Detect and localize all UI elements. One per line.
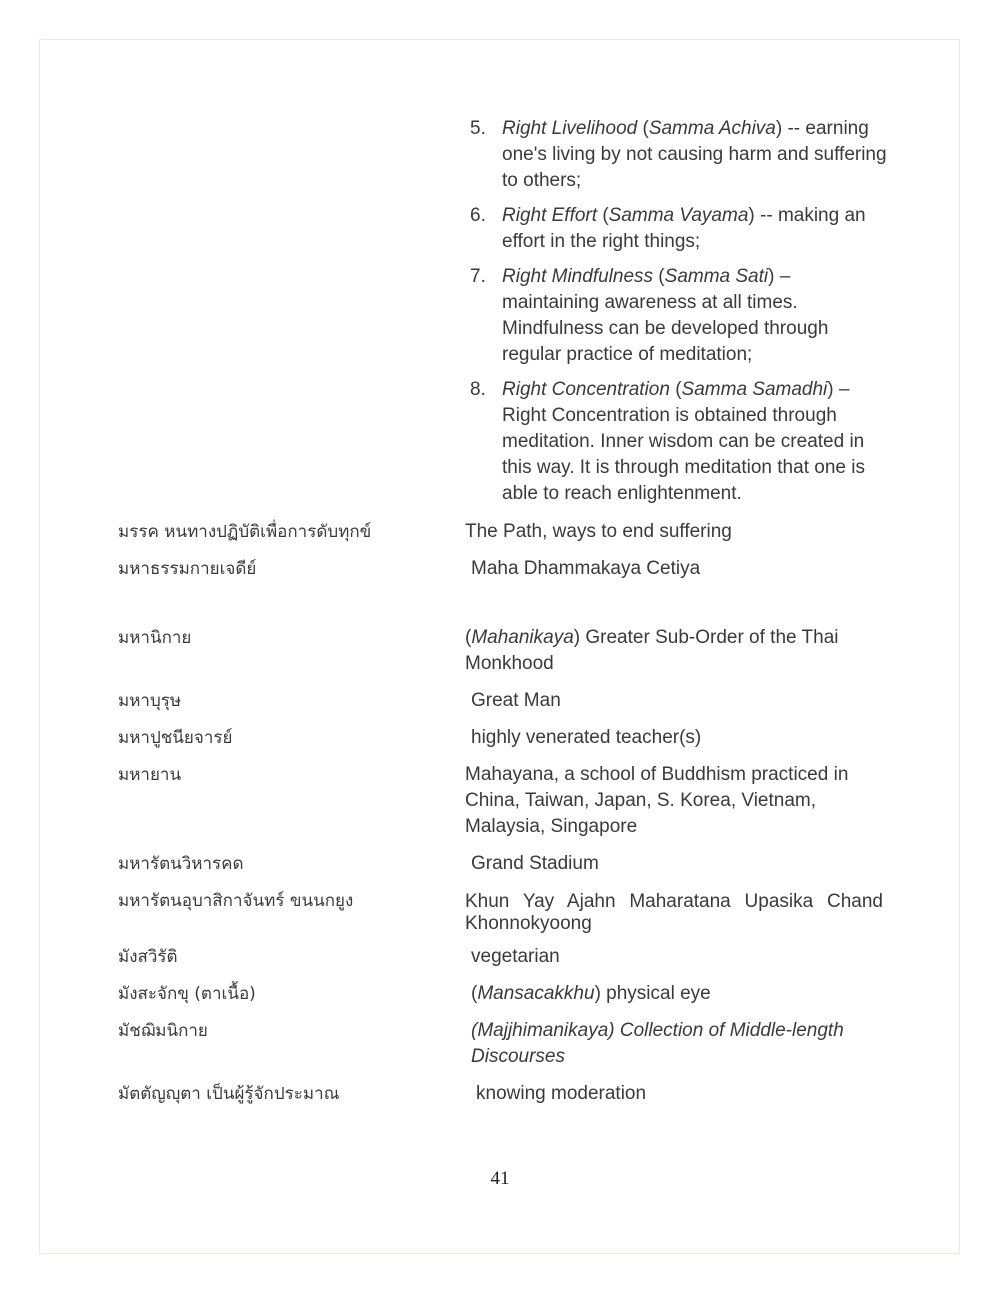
thai-term: มหาบุรุษ bbox=[118, 691, 182, 711]
thai-term: มหานิกาย bbox=[118, 628, 192, 648]
english-definition: vegetarian bbox=[471, 946, 560, 967]
english-definition: knowing moderation bbox=[476, 1083, 647, 1104]
list-item: 5. Right Livelihood (Samma Achiva) -- earning one's living by not causing harm and suffering to others; bbox=[470, 118, 887, 191]
pali-term: Samma Sati bbox=[664, 266, 769, 287]
english-definition: The Path, ways to end suffering bbox=[465, 521, 732, 542]
path-description: – maintaining awareness at all times. Mindfulness can be developed through regular practice of meditation; bbox=[502, 266, 829, 365]
english-definition: (Mahanikaya) Greater Sub-Order of the Thai Monkhood bbox=[465, 627, 839, 674]
english-definition: Khun Yay Ajahn Maharatana Upasika Chand Khonnokyoong bbox=[465, 891, 883, 934]
path-term: Right Effort bbox=[502, 205, 598, 226]
list-number: 7. bbox=[470, 266, 486, 287]
thai-term: มังสะจักขุ (ตาเนื้อ) bbox=[118, 984, 256, 1004]
thai-term: มรรค หนทางปฏิบัติเพื่อการดับทุกข์ bbox=[118, 522, 372, 542]
path-description: -- making an effort in the right things; bbox=[502, 205, 866, 252]
english-definition: Mahayana, a school of Buddhism practiced in China, Taiwan, Japan, S. Korea, Vietnam, Malaysia, Singapore bbox=[465, 764, 849, 837]
pali-term: Samma Vayama bbox=[608, 205, 749, 226]
pali-term: Mansacakkhu bbox=[477, 983, 595, 1004]
thai-term: มัตตัญญุตา เป็นผู้รู้จักประมาณ bbox=[118, 1084, 340, 1104]
english-definition: (Majjhimanikaya) Collection of Middle-length Discourses bbox=[471, 1020, 844, 1067]
thai-term: มังสวิรัติ bbox=[118, 947, 178, 967]
path-term: Right Mindfulness bbox=[502, 266, 654, 287]
english-definition: Great Man bbox=[471, 690, 561, 711]
path-term: Right Livelihood bbox=[502, 118, 638, 139]
path-description: – Right Concentration is obtained through meditation. Inner wisdom can be created in this way. It is through meditation that one is able to reach enlightenment. bbox=[502, 379, 865, 504]
thai-term: มหารัตนวิหารคด bbox=[118, 854, 244, 874]
english-definition: (Mansacakkhu) physical eye bbox=[471, 983, 711, 1004]
list-item: 7. Right Mindfulness (Samma Sati) – maintaining awareness at all times. Mindfulness can be developed through regular practice of meditation; bbox=[470, 266, 829, 365]
page-number: 41 bbox=[490, 1168, 510, 1189]
english-definition: Maha Dhammakaya Cetiya bbox=[471, 558, 701, 579]
path-term: Right Concentration bbox=[502, 379, 670, 400]
path-description: -- earning one's living by not causing harm and suffering to others; bbox=[502, 118, 887, 191]
list-number: 6. bbox=[470, 205, 486, 226]
thai-term: มหารัตนอุบาสิกาจันทร์ ขนนกยูง bbox=[118, 891, 354, 911]
thai-term: มหาธรรมกายเจดีย์ bbox=[118, 559, 257, 579]
list-item: 6. Right Effort (Samma Vayama) -- making an effort in the right things; bbox=[470, 205, 866, 252]
list-number: 5. bbox=[470, 118, 486, 139]
thai-term: มหายาน bbox=[118, 765, 182, 785]
pali-term: Mahanikaya bbox=[471, 627, 574, 648]
english-definition: Grand Stadium bbox=[471, 853, 599, 874]
thai-term: มหาปูชนียจารย์ bbox=[118, 728, 233, 748]
thai-term: มัชฌิมนิกาย bbox=[118, 1021, 208, 1041]
english-definition: highly venerated teacher(s) bbox=[471, 727, 702, 748]
pali-term: Samma Achiva bbox=[648, 118, 776, 139]
pali-term: Samma Samadhi bbox=[681, 379, 828, 400]
list-number: 8. bbox=[470, 379, 486, 400]
list-item: 8. Right Concentration (Samma Samadhi) – Right Concentration is obtained through meditation. Inner wisdom can be created in this way. It is through meditation that one is able to reach enlightenment. bbox=[470, 379, 865, 504]
